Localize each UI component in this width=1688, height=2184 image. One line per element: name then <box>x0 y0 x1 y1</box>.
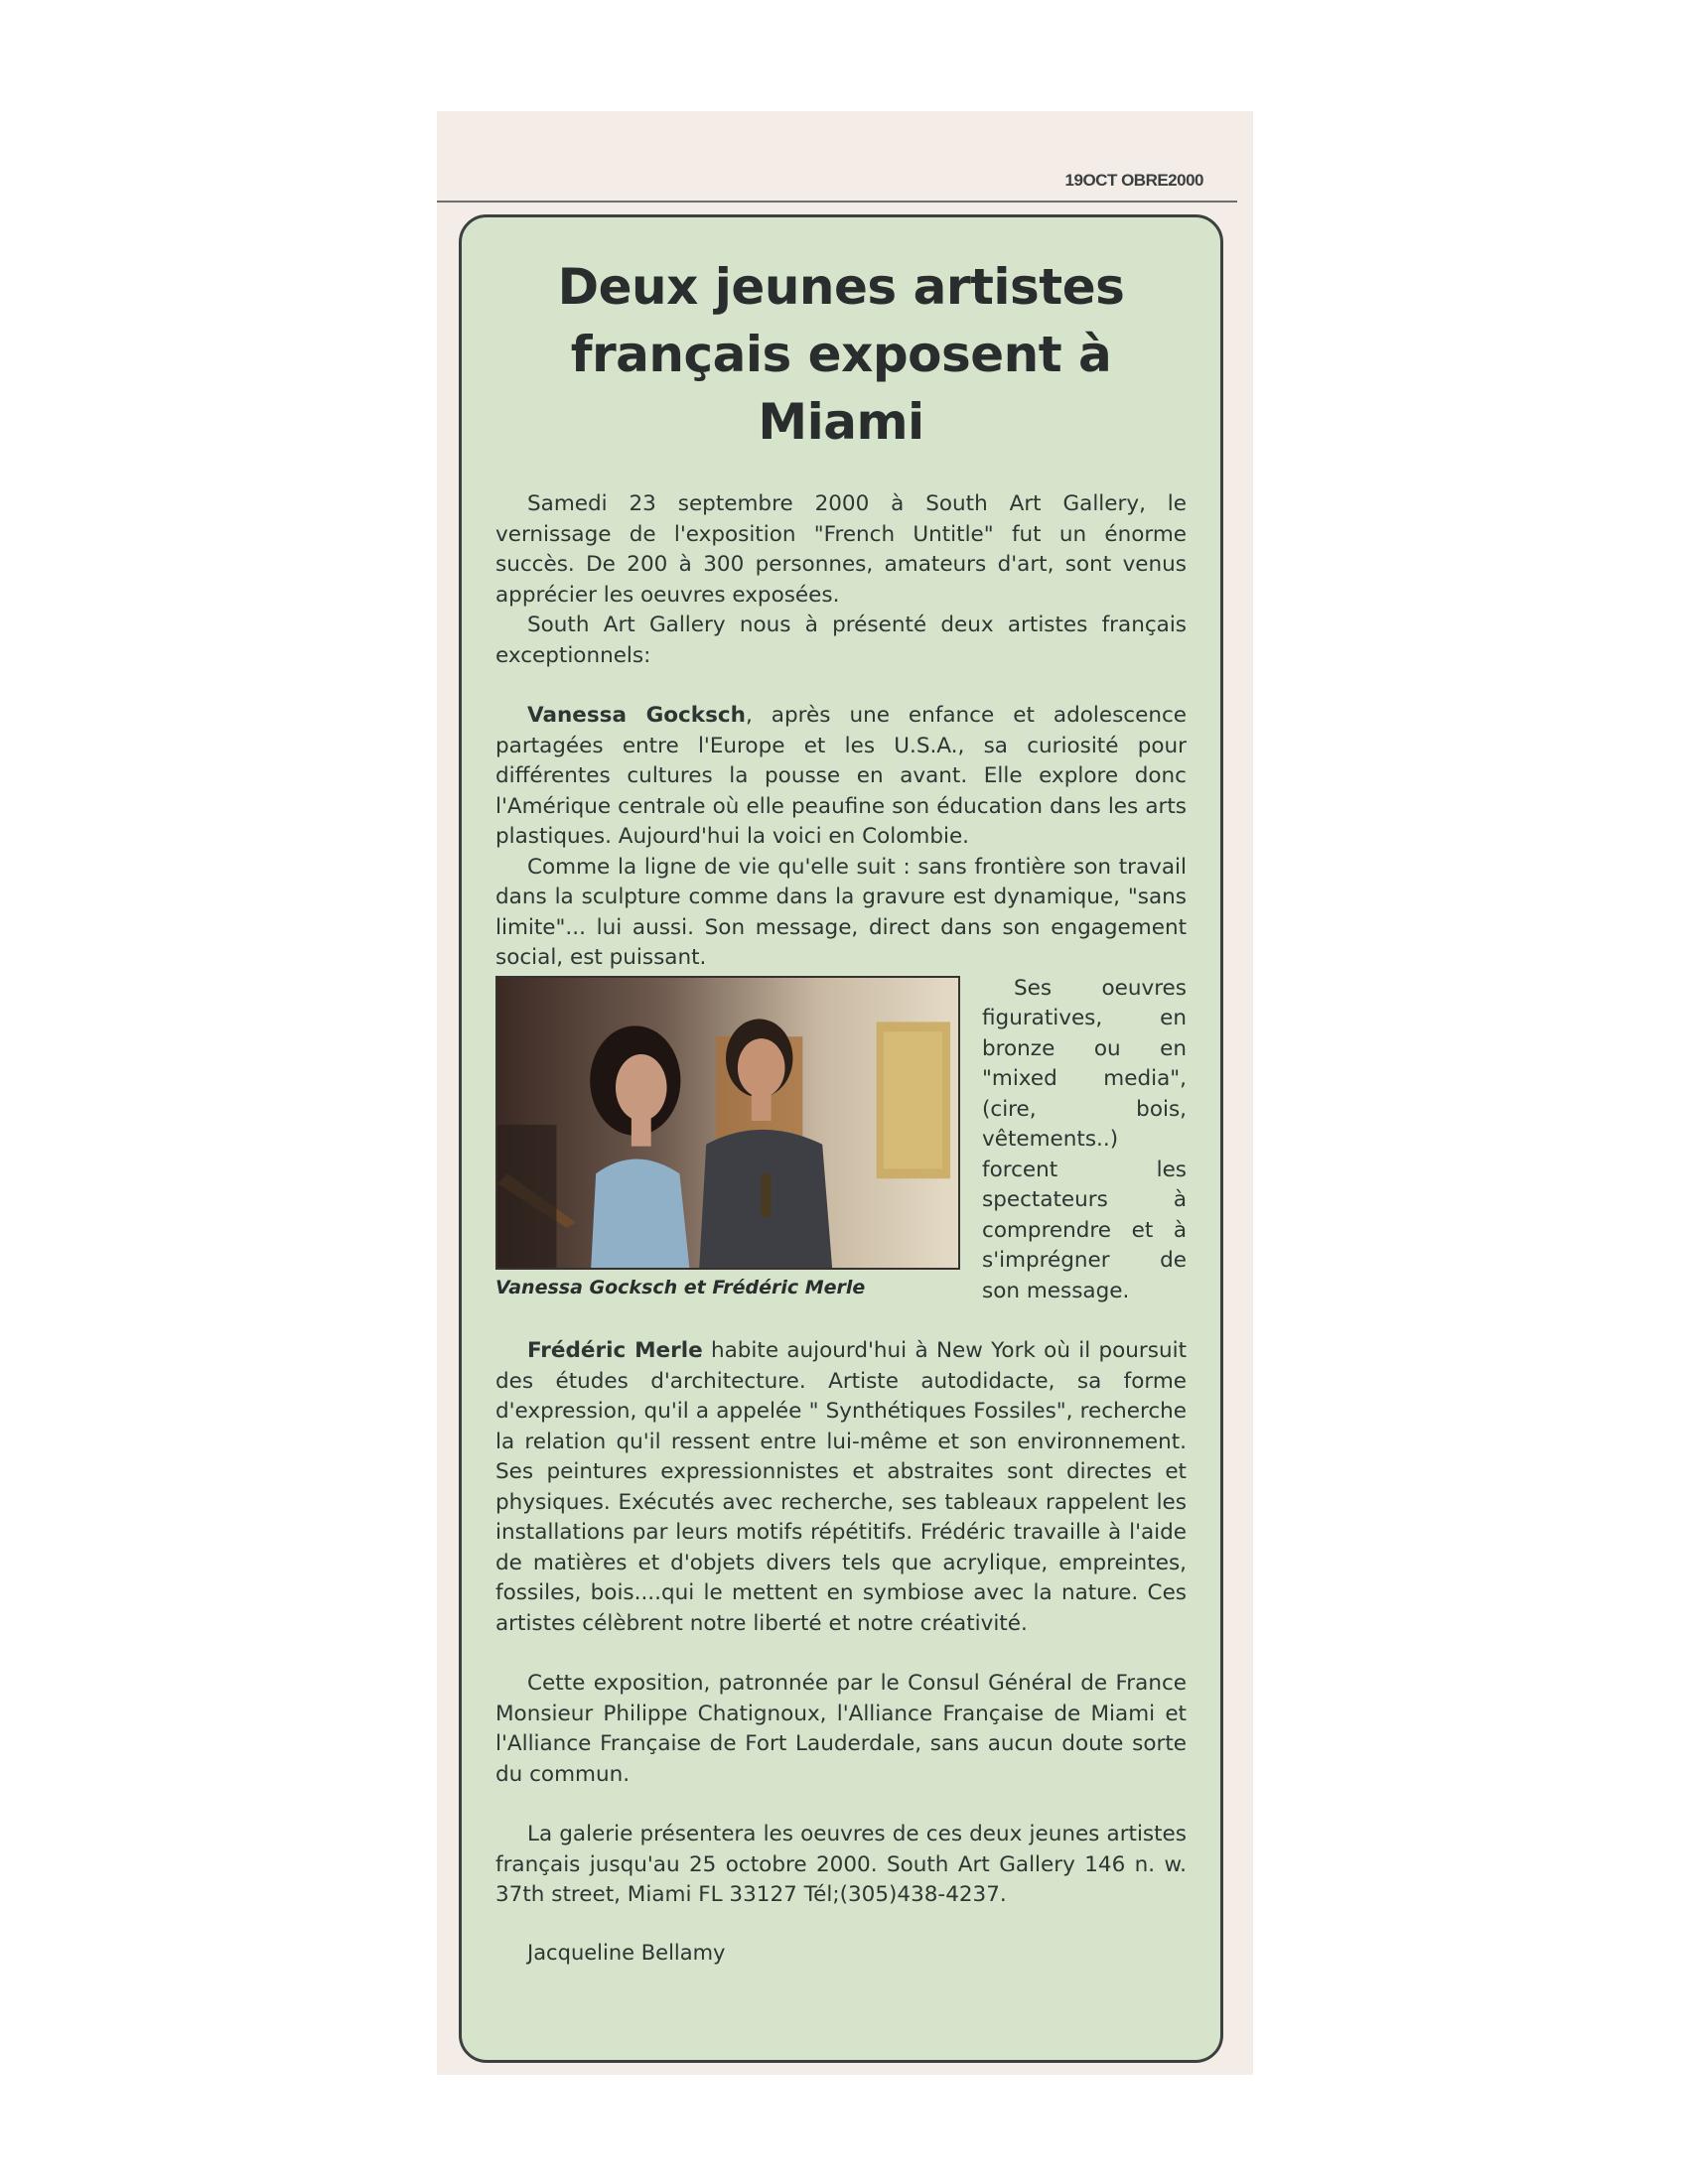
article-body <box>495 489 1187 1911</box>
intro-paragraph: Samedi 23 septembre 2000 à South Art Gallery, le vernissage de l'exposition "French Untitle" fut un énorme succès. De 200 à 300 personnes, amateurs d'art, sont venus apprécier les oeuvres exposées. <box>495 491 1187 608</box>
paragraph-gap <box>495 1639 1187 1669</box>
newspaper-clipping <box>437 111 1253 2075</box>
vanessa-oeuvres-paragraph: Ses oeuvres figuratives, en bronze ou en "mixed media", (cire, bois, vêtements..) forcent les spectateurs à comprendre et à s'imprégner de son message. <box>982 975 1187 1303</box>
vanessa-name: Vanessa Gocksch <box>527 703 746 728</box>
artists-photo <box>495 976 960 1270</box>
masthead-rule <box>437 201 1237 203</box>
photo-caption: Vanessa Gocksch et Frédéric Merle <box>495 1276 866 1298</box>
author-signature: Jacqueline Bellamy <box>527 1940 726 1965</box>
photo-figure <box>495 976 960 1299</box>
vanessa-paragraph <box>495 701 1187 853</box>
gallery-info-paragraph: La galerie présentera les oeuvres de ces deux jeunes artistes français jusqu'au 25 octobre 2000. South Art Gallery 146 n. w. 37th street, Miami FL 33127 Tél;(305)438-4237. <box>495 1822 1187 1907</box>
presentation-paragraph: South Art Gallery nous à présenté deux artistes français exceptionnels: <box>495 613 1187 668</box>
paragraph-gap <box>495 1306 1187 1336</box>
paragraph-gap <box>495 671 1187 701</box>
headline-line-1: Deux jeunes artistes <box>557 258 1125 316</box>
frederic-name: Frédéric Merle <box>527 1338 703 1363</box>
headline-line-2: français exposent à Miami <box>570 326 1112 451</box>
paragraph-gap <box>495 1790 1187 1820</box>
frederic-text: habite aujourd'hui à New York où il poursuit des études d'architecture. Artiste autodidacte, sa forme d'expression, qu'il a appelée " Synthétiques Fossiles", recherche la relation qu'il ressent entre lui-même et son environnement. Ses peintures expressionnistes et abstraites sont directes et physiques. Exécutés avec recherche, ses tableaux rappelent les installations par leurs motifs répétitifs. Frédéric travaille à l'aide de matières et d'objets divers tels que acrylique, empreintes, fossiles, bois....qui le mettent en symbiose avec la nature. Ces artistes célèbrent notre liberté et notre créativité. <box>495 1338 1187 1636</box>
patronage-paragraph: Cette exposition, patronnée par le Consul Général de France Monsieur Philippe Chatignoux, l'Alliance Française de Miami et l'Alliance Française de Fort Lauderdale, sans aucun doute sorte du commun. <box>495 1671 1187 1787</box>
vanessa-work-paragraph: Comme la ligne de vie qu'elle suit : sans frontière son travail dans la sculpture comme dans la gravure est dynamique, "sans limite"... lui aussi. Son message, direct dans son engagement social, est puissant. <box>495 854 1187 970</box>
masthead-date: 19OCT OBRE2000 <box>1064 171 1203 190</box>
vanessa-text: , après une enfance et adolescence partagées entre l'Europe et les U.S.A., sa curiosité pour différentes cultures la pousse en avant. Elle explore donc l'Amérique centrale où elle peaufine son éducation dans les arts plastiques. Aujourd'hui la voici en Colombie. <box>495 703 1188 849</box>
frederic-paragraph <box>495 1336 1187 1639</box>
article-headline <box>495 253 1187 456</box>
article-box <box>459 214 1223 2063</box>
